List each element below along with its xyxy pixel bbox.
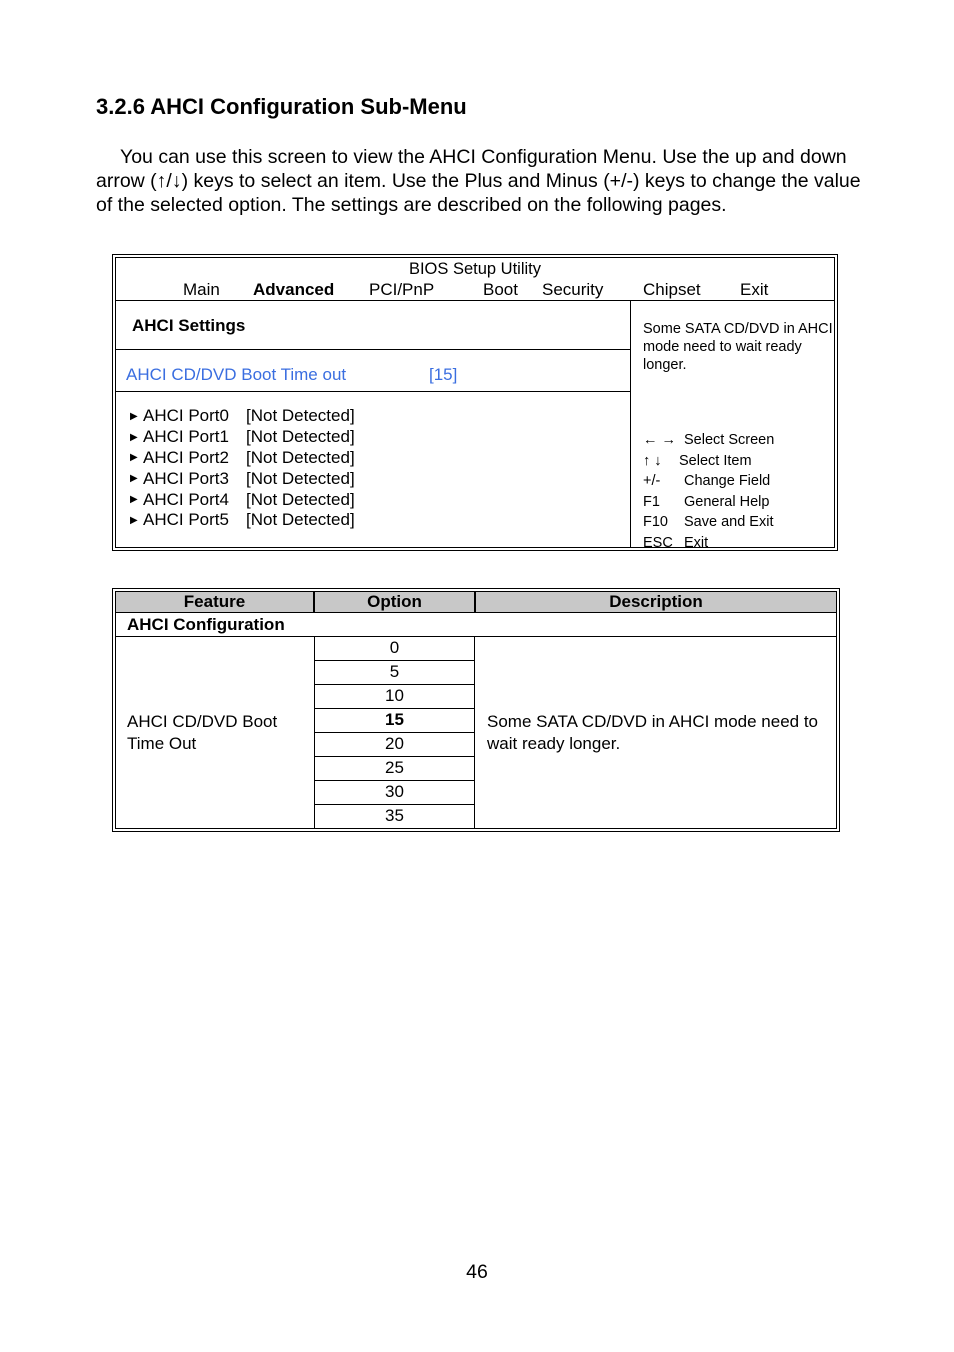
boot-timeout-value[interactable]: [15] xyxy=(429,365,458,384)
intro-text: You can use this screen to view the AHCI Configuration Menu. Use the up and down arrow (↑/↓) keys to select an item. Use the Plus and Minus (+/-) keys to change the value of the selected option. The settings are described on the following pages. xyxy=(96,146,861,216)
feature-name: AHCI CD/DVD Boot Time Out xyxy=(127,711,278,753)
key-action: Save and Exit xyxy=(684,514,774,530)
port-status: [Not Detected] xyxy=(246,510,355,530)
header-option: Option xyxy=(314,591,475,613)
option-cell: 20 xyxy=(314,733,475,757)
submenu-arrow-icon: ▶ xyxy=(130,431,138,443)
option-divider xyxy=(116,391,630,392)
bios-title: BIOS Setup Utility xyxy=(408,260,542,278)
description-cell xyxy=(475,637,837,829)
page-number: 46 xyxy=(466,1261,488,1283)
key-row xyxy=(643,471,774,492)
option-cell: 10 xyxy=(314,685,475,709)
section-divider xyxy=(116,349,630,350)
option-cell: 0 xyxy=(314,637,475,661)
section-heading: 3.2.6 AHCI Configuration Sub-Menu xyxy=(96,94,467,119)
port-status: [Not Detected] xyxy=(246,489,355,509)
key-action: Select Item xyxy=(679,452,752,469)
port-item[interactable] xyxy=(130,510,355,531)
port-name: AHCI Port1 xyxy=(143,427,229,447)
key-row xyxy=(643,430,774,451)
port-item[interactable] xyxy=(130,427,355,448)
port-status: [Not Detected] xyxy=(246,427,355,447)
option-cell: 5 xyxy=(314,661,475,685)
menu-exit[interactable]: Exit xyxy=(740,280,769,299)
port-status: [Not Detected] xyxy=(246,447,355,467)
feature-cell xyxy=(115,637,314,829)
header-feature: Feature xyxy=(115,591,314,613)
submenu-arrow-icon: ▶ xyxy=(130,514,138,526)
menu-security[interactable]: Security xyxy=(542,280,604,299)
bios-screen xyxy=(112,254,838,551)
submenu-arrow-icon: ▶ xyxy=(130,473,138,485)
menu-advanced[interactable]: Advanced xyxy=(253,280,335,299)
port-name: AHCI Port3 xyxy=(143,468,229,488)
port-status: [Not Detected] xyxy=(246,406,355,426)
menu-chipset[interactable]: Chipset xyxy=(643,280,701,299)
option-cell: 30 xyxy=(314,781,475,805)
key-row xyxy=(643,451,774,472)
menu-main[interactable]: Main xyxy=(183,280,220,299)
port-name: AHCI Port5 xyxy=(143,510,229,530)
settings-table xyxy=(112,588,840,832)
key-action: Change Field xyxy=(684,473,771,489)
port-name: AHCI Port2 xyxy=(143,447,229,467)
bios-frame xyxy=(115,257,835,551)
key-label: ↑ ↓ xyxy=(643,452,662,469)
port-status: [Not Detected] xyxy=(246,468,355,488)
port-name: AHCI Port4 xyxy=(143,489,229,509)
key-row xyxy=(643,492,774,513)
port-item[interactable] xyxy=(130,448,355,469)
group-row: AHCI Configuration xyxy=(115,613,837,637)
submenu-arrow-icon: ▶ xyxy=(130,410,138,422)
port-item[interactable] xyxy=(130,489,355,510)
key-label: ← → xyxy=(643,432,677,448)
port-list xyxy=(130,406,355,531)
menu-divider xyxy=(116,300,834,301)
key-action: General Help xyxy=(684,493,770,510)
intro-paragraph xyxy=(96,145,866,217)
port-item[interactable] xyxy=(130,406,355,427)
key-legend xyxy=(643,430,774,553)
description-text: Some SATA CD/DVD in AHCI mode need to wait ready longer. xyxy=(487,711,819,753)
key-action: Exit xyxy=(684,534,709,551)
section-title: AHCI Settings xyxy=(132,316,246,335)
port-item[interactable] xyxy=(130,468,355,489)
key-label: +/- xyxy=(643,473,661,489)
menu-boot[interactable]: Boot xyxy=(483,280,518,299)
option-cell: 25 xyxy=(314,757,475,781)
help-divider xyxy=(630,300,631,547)
key-label: F1 xyxy=(643,493,660,510)
submenu-arrow-icon: ▶ xyxy=(130,494,138,506)
key-action: Select Screen xyxy=(684,432,775,448)
boot-timeout-option[interactable]: AHCI CD/DVD Boot Time out xyxy=(126,365,347,384)
menu-pcipnp[interactable]: PCI/PnP xyxy=(369,280,435,299)
key-row xyxy=(643,512,774,533)
port-name: AHCI Port0 xyxy=(143,406,229,426)
key-row xyxy=(643,533,774,554)
submenu-arrow-icon: ▶ xyxy=(130,452,138,464)
key-label: F10 xyxy=(643,514,668,530)
key-label: ESC xyxy=(643,534,673,551)
header-description: Description xyxy=(475,591,837,613)
help-text: Some SATA CD/DVD in AHCI mode need to wait ready longer. xyxy=(643,321,833,373)
option-cell: 35 xyxy=(314,805,475,829)
option-cell-selected: 15 xyxy=(314,709,475,733)
